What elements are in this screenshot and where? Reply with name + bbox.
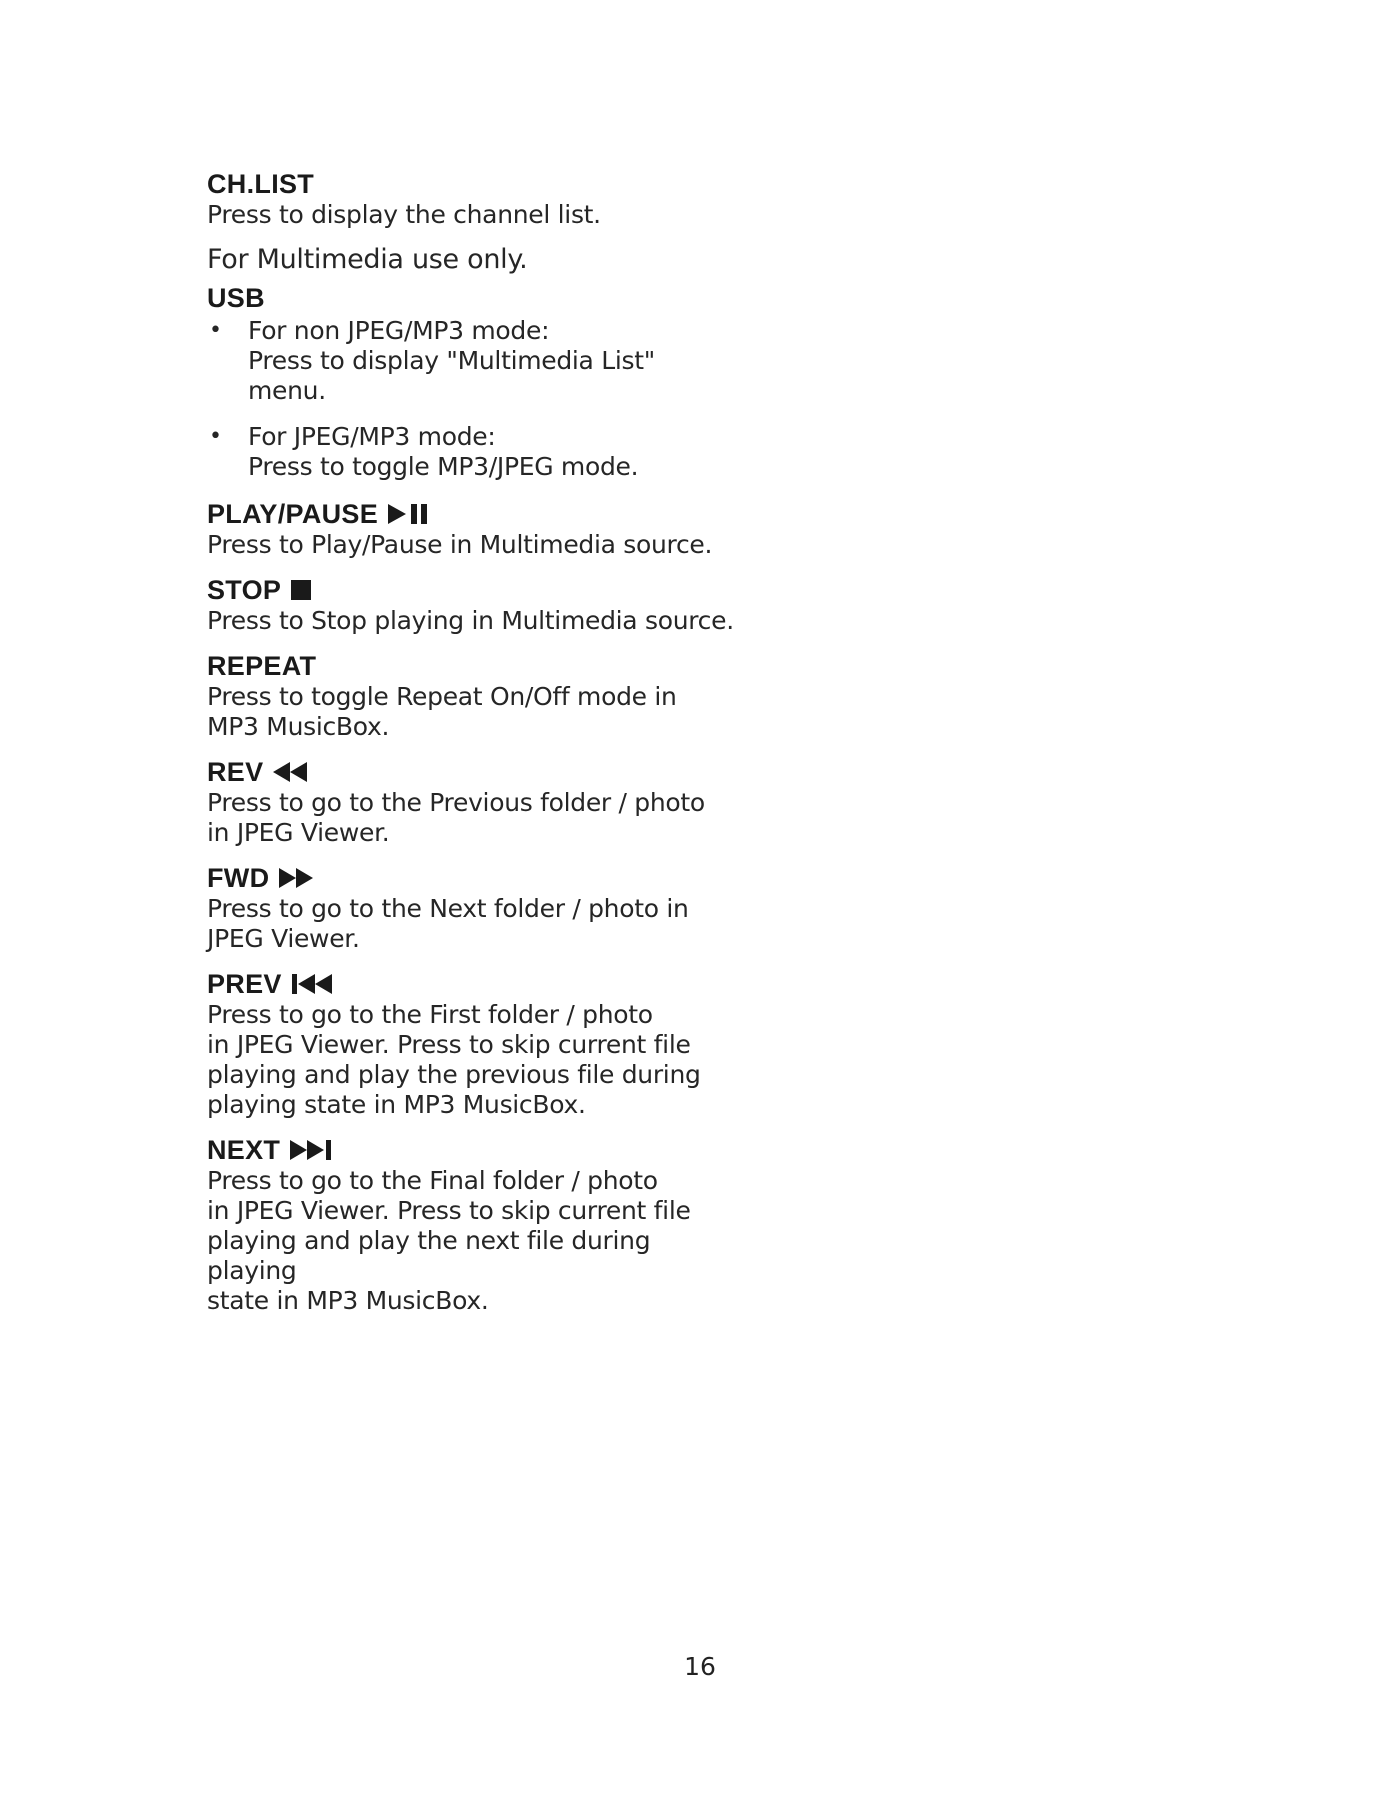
page-number: 16 [684,1652,716,1681]
stop-heading [207,574,747,606]
section-next [207,1134,747,1316]
usb-heading: USB [207,283,265,313]
next-description-line: Press to go to the Final folder / photo [207,1166,658,1195]
list-item [207,422,747,482]
bullet-marker: • [209,424,222,449]
usb-item-line: menu. [248,376,326,405]
section-ch-list [207,168,747,230]
section-stop [207,574,747,636]
fast-forward-icon [279,866,313,890]
rev-description-line: Press to go to the Previous folder / photo [207,788,705,817]
rewind-icon [273,760,307,784]
skip-previous-icon [292,972,340,996]
fwd-heading [207,862,747,894]
section-rev [207,756,747,848]
ch-list-description: Press to display the channel list. [207,200,601,229]
prev-description-line: playing state in MP3 MusicBox. [207,1090,586,1119]
usb-bullet-list [207,316,747,482]
fwd-title: FWD [207,863,270,893]
repeat-description-line: Press to toggle Repeat On/Off mode in [207,682,677,711]
section-play-pause [207,498,747,560]
fwd-description-line: Press to go to the Next folder / photo in [207,894,689,923]
section-fwd [207,862,747,954]
section-repeat [207,650,747,742]
stop-title: STOP [207,575,282,605]
prev-heading [207,968,747,1000]
stop-icon [291,578,311,602]
skip-next-icon [290,1138,338,1162]
usb-item-line: For JPEG/MP3 mode: [248,422,496,451]
multimedia-note: For Multimedia use only. [207,244,528,275]
manual-column [207,168,747,1330]
usb-item-line: Press to display "Multimedia List" [248,346,655,375]
play-pause-icon [388,502,430,526]
prev-description-line: playing and play the previous file during [207,1060,701,1089]
repeat-description-line: MP3 MusicBox. [207,712,390,741]
section-prev [207,968,747,1120]
ch-list-heading: CH.LIST [207,169,315,199]
rev-description-line: in JPEG Viewer. [207,818,390,847]
next-description-line: playing and play the next file during playing [207,1226,651,1285]
next-description-line: in JPEG Viewer. Press to skip current file [207,1196,691,1225]
repeat-heading: REPEAT [207,651,317,681]
usb-item-line: For non JPEG/MP3 mode: [248,316,550,345]
next-description-line: state in MP3 MusicBox. [207,1286,489,1315]
prev-description-line: in JPEG Viewer. Press to skip current file [207,1030,691,1059]
play-pause-description: Press to Play/Pause in Multimedia source. [207,530,713,559]
prev-description-line: Press to go to the First folder / photo [207,1000,653,1029]
rev-title: REV [207,757,264,787]
next-heading [207,1134,747,1166]
usb-item-line: Press to toggle MP3/JPEG mode. [248,452,639,481]
rev-heading [207,756,747,788]
stop-description: Press to Stop playing in Multimedia source. [207,606,734,635]
play-pause-title: PLAY/PAUSE [207,499,379,529]
next-title: NEXT [207,1135,281,1165]
fwd-description-line: JPEG Viewer. [207,924,360,953]
prev-title: PREV [207,969,282,999]
play-pause-heading [207,498,747,530]
bullet-marker: • [209,318,222,343]
list-item [207,316,747,406]
section-usb [207,282,747,482]
